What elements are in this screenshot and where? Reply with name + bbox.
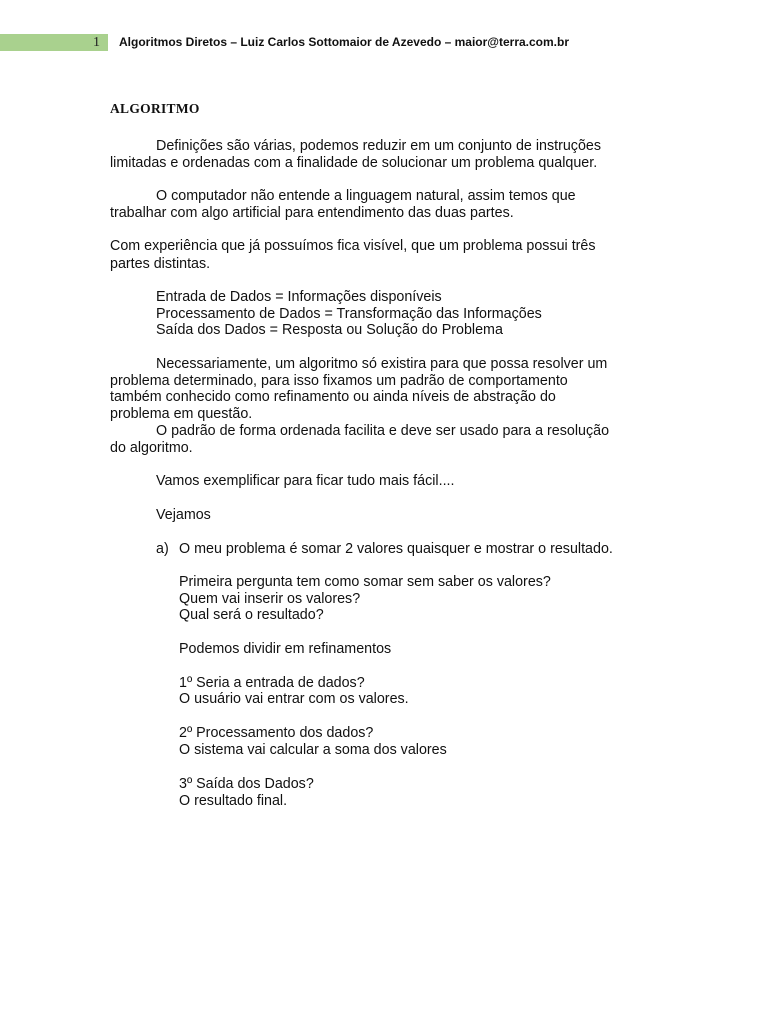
text-line: Definições são várias, podemos reduzir em um conjunto de instruções [156, 138, 602, 154]
text-line: O sistema vai calcular a soma dos valores [179, 742, 447, 758]
text-line: Podemos dividir em refinamentos [179, 641, 392, 657]
text-line: O padrão de forma ordenada facilita e deve ser usado para a resolução [156, 423, 610, 439]
text-line: limitadas e ordenadas com a finalidade de solucionar um problema qualquer. [110, 155, 598, 171]
definition-line: Saída dos Dados = Resposta ou Solução do Problema [156, 322, 503, 338]
text-line: 1º Seria a entrada de dados? [179, 675, 365, 691]
text-line: do algoritmo. [110, 440, 193, 456]
text-line: Com experiência que já possuímos fica visível, que um problema possui três [110, 238, 596, 254]
text-line: problema em questão. [110, 406, 253, 422]
text-line: partes distintas. [110, 256, 211, 272]
text-line: O resultado final. [179, 793, 288, 809]
text-line: Necessariamente, um algoritmo só existira para que possa resolver um [156, 356, 608, 372]
text-line: trabalhar com algo artificial para entendimento das duas partes. [110, 205, 514, 221]
definition-line: Processamento de Dados = Transformação das Informações [156, 306, 542, 322]
text-line: Vamos exemplificar para ficar tudo mais fácil.... [156, 473, 455, 489]
text-line: O usuário vai entrar com os valores. [179, 691, 409, 707]
definition-line: Entrada de Dados = Informações disponíveis [156, 289, 442, 305]
text-line: 2º Processamento dos dados? [179, 725, 374, 741]
page-number: 1 [93, 35, 100, 50]
text-line: Primeira pergunta tem como somar sem saber os valores? [179, 574, 551, 590]
text-line: Vejamos [156, 507, 211, 523]
text-line: Quem vai inserir os valores? [179, 591, 361, 607]
header-accent-bar [0, 34, 108, 51]
running-header-title: Algoritmos Diretos – Luiz Carlos Sottomaior de Azevedo – maior@terra.com.br [119, 35, 570, 49]
text-line: O computador não entende a linguagem natural, assim temos que [156, 188, 576, 204]
list-marker: a) [156, 541, 169, 557]
text-line: problema determinado, para isso fixamos um padrão de comportamento [110, 373, 568, 389]
text-line: 3º Saída dos Dados? [179, 776, 314, 792]
text-line: Qual será o resultado? [179, 607, 324, 623]
text-line: também conhecido como refinamento ou ainda níveis de abstração do [110, 389, 556, 405]
section-heading: ALGORITMO [110, 101, 200, 116]
list-item-text: O meu problema é somar 2 valores quaisquer e mostrar o resultado. [179, 541, 613, 557]
